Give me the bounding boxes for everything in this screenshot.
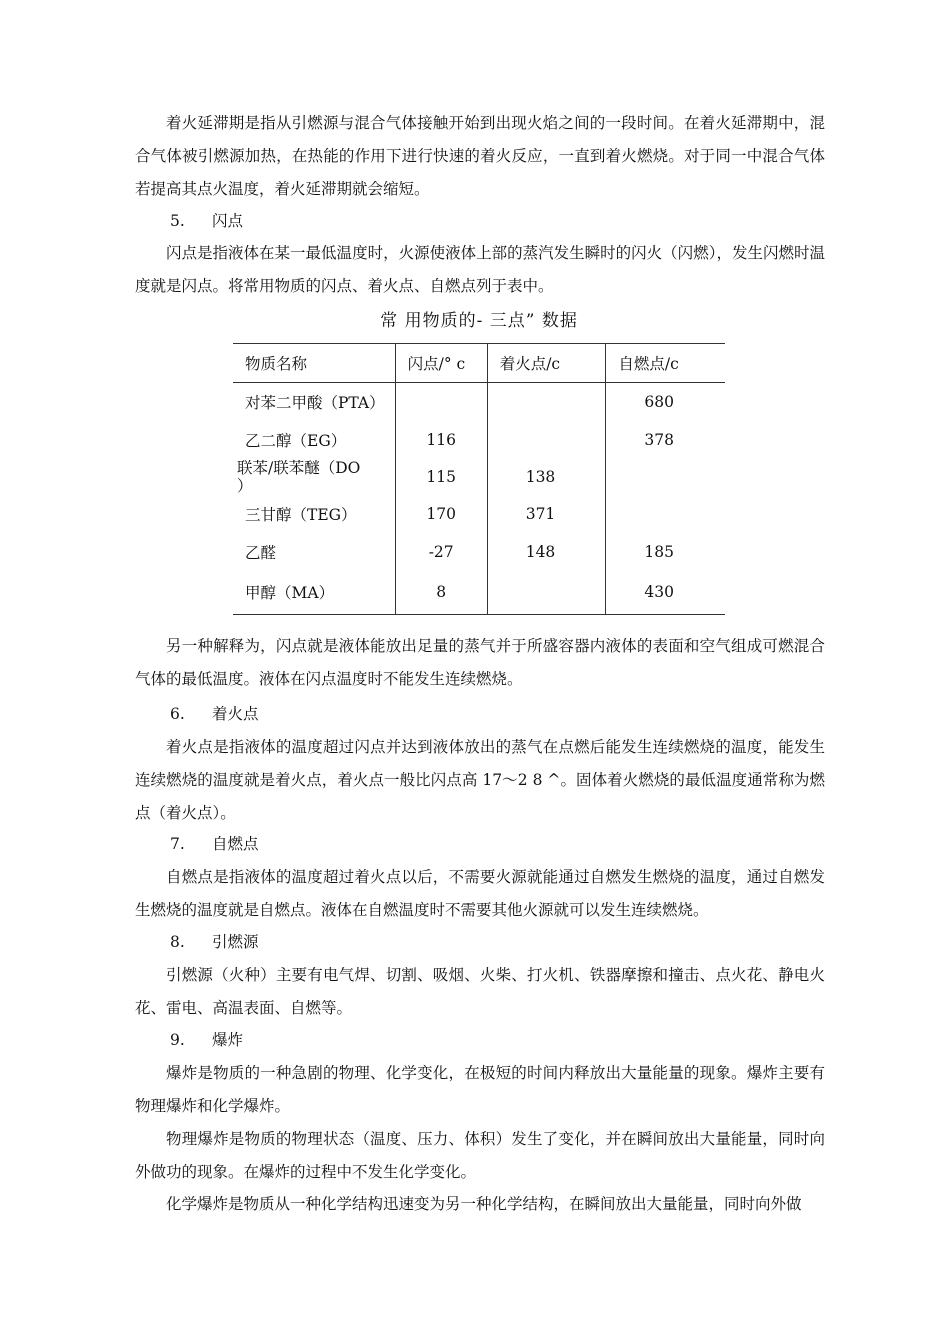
section-number: 6.: [170, 705, 185, 723]
table-row: [233, 571, 725, 615]
cell-flash: -27: [395, 533, 487, 571]
section-heading-ignition-point: [170, 699, 259, 729]
cell-flash: 170: [395, 495, 487, 533]
section-number: 8.: [170, 933, 185, 951]
table-row: [233, 533, 725, 571]
section-number: 7.: [170, 835, 185, 853]
cell-flash: 115: [395, 459, 487, 495]
cell-ignition: [487, 383, 606, 421]
cell-ignition: 138: [487, 459, 606, 495]
paragraph-flash-point: 闪点是指液体在某一最低温度时，火源使液体上部的蒸汽发生瞬时的闪火（闪燃），发生闪燃时温度就是闪点。将常用物质的闪点、着火点、自燃点列于表中。: [135, 244, 825, 295]
section-heading-ignition-source: [170, 927, 259, 957]
table-row: [233, 459, 725, 495]
section-title: 引燃源: [212, 933, 259, 951]
section-heading-flash-point: [170, 206, 243, 236]
table-header-row: [233, 344, 725, 383]
paragraph-ignition-point: 着火点是指液体的温度超过闪点并达到液体放出的蒸气在点燃后能发生连续燃烧的温度，能发生连续燃烧的温度就是着火点，着火点一般比闪点高 17〜2 8 ^。固体着火燃烧的最低温度通常称为燃点（着火点）。: [135, 738, 825, 822]
cell-substance: 联苯/联苯醚（DO ）: [237, 458, 361, 495]
cell-substance: 乙醛: [245, 543, 277, 562]
cell-ignition: [487, 421, 606, 459]
cell-autoignition: 378: [606, 421, 725, 459]
cell-substance: 乙二醇（EG）: [245, 431, 347, 450]
section-title: 爆炸: [212, 1031, 244, 1049]
paragraph-flash-point-alternative: 另一种解释为，闪点就是液体能放出足量的蒸气并于所盛容器内液体的表面和空气组成可燃混合气体的最低温度。液体在闪点温度时不能发生连续燃烧。: [135, 637, 825, 688]
three-points-table: [233, 343, 725, 615]
cell-flash: 8: [395, 571, 487, 615]
cell-substance: 甲醇（MA）: [233, 571, 395, 615]
paragraph-ignition-delay: 着火延滞期是指从引燃源与混合气体接触开始到出现火焰之间的一段时间。在着火延滞期中，混合气体被引燃源加热，在热能的作用下进行快速的着火反应，一直到着火燃烧。对于同一中混合气体若提高其点火温度，着火延滞期就会缩短。: [135, 114, 825, 198]
header-flash-point: 闪点/° c: [395, 344, 487, 383]
cell-ignition: 148: [487, 533, 606, 571]
section-title: 自燃点: [212, 835, 259, 853]
header-autoignition-point: 自燃点/c: [606, 344, 725, 383]
cell-autoignition: 680: [606, 383, 725, 421]
section-heading-explosion: [170, 1025, 243, 1055]
cell-substance: 对苯二甲酸（PTA）: [245, 393, 385, 412]
section-title: 着火点: [212, 705, 259, 723]
cell-flash: 116: [395, 421, 487, 459]
cell-autoignition: [606, 495, 725, 533]
header-ignition-point: 着火点/c: [487, 344, 606, 383]
paragraph-autoignition-point: 自燃点是指液体的温度超过着火点以后，不需要火源就能通过自燃发生燃烧的温度，通过自燃发生燃烧的温度就是自燃点。液体在自燃温度时不需要其他火源就可以发生连续燃烧。: [135, 868, 825, 919]
cell-autoignition: 430: [606, 571, 725, 615]
paragraph-ignition-source: 引燃源（火种）主要有电气焊、切割、吸烟、火柴、打火机、铁器摩擦和撞击、点火花、静电火花、雷电、高温表面、自燃等。: [135, 966, 825, 1017]
section-title: 闪点: [212, 212, 244, 230]
paragraph-explosion: 爆炸是物质的一种急剧的物理、化学变化，在极短的时间内释放出大量能量的现象。爆炸主要有物理爆炸和化学爆炸。: [135, 1064, 825, 1115]
paragraph-chemical-explosion: 化学爆炸是物质从一种化学结构迅速变为另一种化学结构，在瞬间放出大量能量，同时向外做: [166, 1195, 802, 1213]
cell-ignition: [487, 571, 606, 615]
section-number: 9.: [170, 1031, 185, 1049]
cell-flash: [395, 383, 487, 421]
section-number: 5.: [170, 212, 185, 230]
paragraph-physical-explosion: 物理爆炸是物质的物理状态（温度、压力、体积）发生了变化，并在瞬间放出大量能量，同时向外做功的现象。在爆炸的过程中不发生化学变化。: [135, 1130, 825, 1181]
cell-autoignition: [606, 459, 725, 495]
table-row: [233, 383, 725, 421]
cell-autoignition: 185: [606, 533, 725, 571]
cell-ignition: 371: [487, 495, 606, 533]
header-substance: 物质名称: [233, 344, 395, 383]
section-heading-autoignition-point: [170, 829, 259, 859]
table-row: [233, 421, 725, 459]
cell-substance: 三甘醇（TEG）: [245, 505, 357, 524]
table-row: [233, 495, 725, 533]
table-caption: 常 用物质的- 三点” 数据: [380, 311, 578, 331]
